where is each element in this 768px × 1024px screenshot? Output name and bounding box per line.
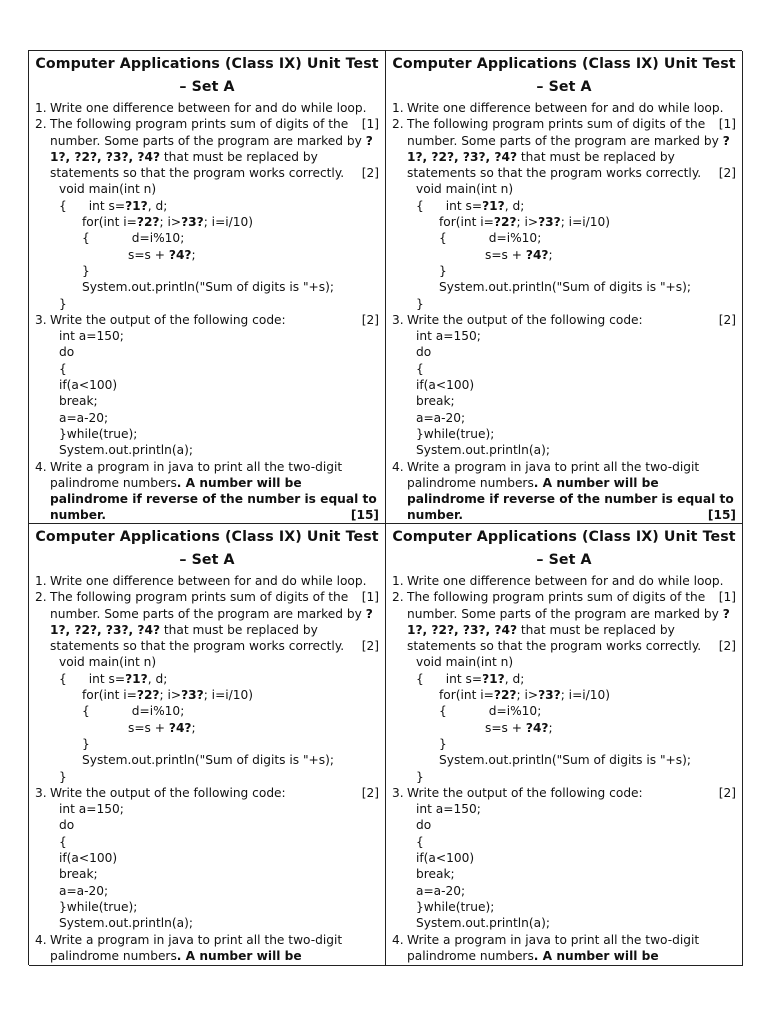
code-line: } bbox=[439, 263, 447, 278]
question-text-bold: . A number will be palindrome if reverse of the number is equal to number. bbox=[50, 475, 377, 523]
code-line: a=a-20; bbox=[416, 410, 466, 425]
code-line: void main(int n) bbox=[416, 182, 514, 197]
blank-markers: ?1?, ?2?, ?3?, ?4? bbox=[407, 133, 730, 164]
code-line: if(a<100) bbox=[59, 851, 118, 866]
question-text: Write one difference between for and do while loop. bbox=[407, 574, 724, 588]
code-line: void main(int n) bbox=[59, 182, 157, 197]
blank-markers: ?1?, ?2?, ?3?, ?4? bbox=[50, 606, 373, 637]
question-number: 4. bbox=[35, 459, 47, 474]
question-marks: [2] bbox=[361, 166, 379, 181]
question-number: 3. bbox=[35, 785, 47, 800]
blank-markers: ?1?, ?2?, ?3?, ?4? bbox=[50, 133, 373, 164]
question-text-bold: . A number will be bbox=[176, 948, 302, 963]
question-4 bbox=[392, 459, 736, 524]
question-text: The following program prints sum of digits of the number. Some parts of the program are marked by bbox=[407, 117, 723, 148]
code-line: if(a<100) bbox=[59, 378, 118, 393]
test-title bbox=[392, 53, 736, 99]
code-line: System.out.println("Sum of digits is "+s); bbox=[82, 753, 334, 768]
question-4 bbox=[35, 932, 379, 966]
code-line: { int s=?1?, d; bbox=[416, 671, 525, 686]
question-marks: [2] bbox=[718, 785, 736, 800]
blank-markers: ?1?, ?2?, ?3?, ?4? bbox=[407, 606, 730, 637]
question-marks: [15] bbox=[707, 508, 736, 523]
question-marks: [1] bbox=[718, 117, 736, 132]
code-line: for(int i=?2?; i>?3?; i=i/10) bbox=[439, 688, 611, 703]
question-2 bbox=[392, 116, 736, 312]
code-line: { bbox=[59, 361, 67, 376]
code-line: System.out.println(a); bbox=[59, 916, 193, 931]
question-text: Write a program in java to print all the two-digit palindrome numbers bbox=[50, 459, 343, 490]
question-text-cont: that must be replaced by statements so that the program works correctly. bbox=[407, 149, 702, 181]
question-2 bbox=[392, 589, 736, 785]
test-card bbox=[386, 51, 743, 524]
title-line-1: Computer Applications (Class IX) Unit Test bbox=[35, 56, 379, 72]
question-4 bbox=[35, 459, 379, 524]
question-3 bbox=[392, 785, 736, 932]
title-line-2: – Set A bbox=[536, 79, 592, 95]
question-1 bbox=[392, 573, 736, 605]
code-line: s=s + ?4?; bbox=[128, 720, 196, 735]
code-line: } bbox=[439, 736, 447, 751]
code-line: System.out.println(a); bbox=[59, 443, 193, 458]
title-line-1: Computer Applications (Class IX) Unit Test bbox=[35, 529, 379, 545]
question-number: 4. bbox=[392, 459, 404, 474]
code-line: } bbox=[82, 263, 90, 278]
code-line: } bbox=[416, 769, 424, 784]
question-text: Write the output of the following code: bbox=[50, 312, 286, 327]
question-marks: [2] bbox=[718, 312, 736, 327]
question-text: Write the output of the following code: bbox=[50, 785, 286, 800]
code-line: }while(true); bbox=[59, 426, 138, 441]
code-line: System.out.println("Sum of digits is "+s); bbox=[82, 280, 334, 295]
question-number: 1. bbox=[35, 574, 47, 588]
question-text: Write one difference between for and do while loop. bbox=[407, 101, 724, 115]
code-line: for(int i=?2?; i>?3?; i=i/10) bbox=[82, 215, 254, 230]
code-line: a=a-20; bbox=[59, 883, 109, 898]
question-text-bold: . A number will be palindrome if reverse of the number is equal to number. bbox=[407, 475, 734, 523]
test-title bbox=[35, 53, 379, 99]
code-line: if(a<100) bbox=[416, 851, 475, 866]
code-line: System.out.println("Sum of digits is "+s); bbox=[439, 280, 691, 295]
question-number: 4. bbox=[35, 932, 47, 947]
question-3 bbox=[35, 785, 379, 932]
question-text: Write one difference between for and do while loop. bbox=[50, 574, 367, 588]
question-marks: [2] bbox=[718, 166, 736, 181]
code-line: } bbox=[82, 736, 90, 751]
question-text-cont: that must be replaced by statements so that the program works correctly. bbox=[50, 149, 345, 181]
code-line: } bbox=[59, 296, 67, 311]
question-number: 3. bbox=[392, 785, 404, 800]
code-line: } bbox=[416, 296, 424, 311]
code-block bbox=[392, 328, 736, 458]
code-line: do bbox=[59, 345, 75, 360]
code-line: System.out.println(a); bbox=[416, 916, 550, 931]
code-line: s=s + ?4?; bbox=[485, 247, 553, 262]
code-line: { int s=?1?, d; bbox=[59, 671, 168, 686]
question-text: Write one difference between for and do while loop. bbox=[50, 101, 367, 115]
code-line: { d=i%10; bbox=[82, 704, 185, 719]
question-marks: [1] bbox=[718, 590, 736, 605]
code-line: { d=i%10; bbox=[439, 704, 542, 719]
title-line-2: – Set A bbox=[536, 552, 592, 568]
test-card bbox=[29, 524, 386, 966]
code-block bbox=[35, 328, 379, 458]
question-number: 2. bbox=[35, 590, 47, 605]
code-line: do bbox=[59, 818, 75, 833]
question-2 bbox=[35, 589, 379, 785]
question-number: 3. bbox=[392, 312, 404, 327]
code-line: break; bbox=[416, 394, 455, 409]
question-number: 2. bbox=[392, 590, 404, 605]
question-number: 1. bbox=[392, 574, 404, 588]
question-marks: [2] bbox=[361, 785, 379, 800]
code-line: System.out.println(a); bbox=[416, 443, 550, 458]
question-text: Write a program in java to print all the two-digit palindrome numbers bbox=[407, 459, 700, 490]
question-marks: [1] bbox=[361, 117, 379, 132]
question-number: 1. bbox=[35, 101, 47, 115]
code-line: void main(int n) bbox=[416, 655, 514, 670]
question-marks: [2] bbox=[361, 639, 379, 654]
code-line: } bbox=[59, 769, 67, 784]
question-number: 2. bbox=[35, 117, 47, 132]
question-1 bbox=[392, 100, 736, 132]
code-block bbox=[35, 654, 379, 784]
title-line-1: Computer Applications (Class IX) Unit Test bbox=[392, 56, 736, 72]
code-line: for(int i=?2?; i>?3?; i=i/10) bbox=[82, 688, 254, 703]
code-line: for(int i=?2?; i>?3?; i=i/10) bbox=[439, 215, 611, 230]
question-text: Write the output of the following code: bbox=[407, 312, 643, 327]
code-line: a=a-20; bbox=[59, 410, 109, 425]
code-block bbox=[35, 181, 379, 311]
title-line-2: – Set A bbox=[179, 552, 235, 568]
question-marks: [1] bbox=[361, 590, 379, 605]
question-3 bbox=[392, 312, 736, 459]
question-text-cont: that must be replaced by statements so that the program works correctly. bbox=[407, 622, 702, 654]
code-line: break; bbox=[416, 867, 455, 882]
code-line: int a=150; bbox=[416, 802, 481, 817]
code-line: { int s=?1?, d; bbox=[59, 198, 168, 213]
code-line: { d=i%10; bbox=[82, 231, 185, 246]
code-line: System.out.println("Sum of digits is "+s); bbox=[439, 753, 691, 768]
question-marks: [2] bbox=[718, 639, 736, 654]
code-line: }while(true); bbox=[416, 899, 495, 914]
code-line: { bbox=[416, 834, 424, 849]
question-text-bold: . A number will be bbox=[533, 948, 659, 963]
question-text: Write the output of the following code: bbox=[407, 785, 643, 800]
question-number: 3. bbox=[35, 312, 47, 327]
question-text: The following program prints sum of digits of the number. Some parts of the program are marked by bbox=[407, 590, 723, 621]
code-line: { bbox=[59, 834, 67, 849]
code-line: void main(int n) bbox=[59, 655, 157, 670]
test-title bbox=[35, 526, 379, 572]
code-block bbox=[392, 654, 736, 784]
code-line: do bbox=[416, 345, 432, 360]
question-1 bbox=[35, 100, 379, 132]
code-line: a=a-20; bbox=[416, 883, 466, 898]
question-text: The following program prints sum of digits of the number. Some parts of the program are marked by bbox=[50, 590, 366, 621]
code-line: break; bbox=[59, 867, 98, 882]
question-2 bbox=[35, 116, 379, 312]
question-3 bbox=[35, 312, 379, 459]
code-line: { d=i%10; bbox=[439, 231, 542, 246]
question-number: 2. bbox=[392, 117, 404, 132]
question-text: The following program prints sum of digits of the number. Some parts of the program are marked by bbox=[50, 117, 366, 148]
code-block bbox=[392, 181, 736, 311]
code-line: int a=150; bbox=[59, 802, 124, 817]
code-line: s=s + ?4?; bbox=[485, 720, 553, 735]
code-line: }while(true); bbox=[416, 426, 495, 441]
code-line: int a=150; bbox=[59, 329, 124, 344]
test-title bbox=[392, 526, 736, 572]
question-number: 1. bbox=[392, 101, 404, 115]
test-card bbox=[386, 524, 743, 966]
code-block bbox=[392, 801, 736, 931]
code-line: { bbox=[416, 361, 424, 376]
code-line: }while(true); bbox=[59, 899, 138, 914]
code-block bbox=[35, 801, 379, 931]
code-line: { int s=?1?, d; bbox=[416, 198, 525, 213]
question-1 bbox=[35, 573, 379, 605]
code-line: do bbox=[416, 818, 432, 833]
code-line: break; bbox=[59, 394, 98, 409]
title-line-1: Computer Applications (Class IX) Unit Test bbox=[392, 529, 736, 545]
test-card bbox=[29, 51, 386, 524]
code-line: s=s + ?4?; bbox=[128, 247, 196, 262]
question-marks: [15] bbox=[350, 508, 379, 523]
question-text-cont: that must be replaced by statements so that the program works correctly. bbox=[50, 622, 345, 654]
question-text: Write a program in java to print all the two-digit palindrome numbers bbox=[50, 932, 343, 963]
test-sheet bbox=[28, 50, 742, 965]
question-text: Write a program in java to print all the two-digit palindrome numbers bbox=[407, 932, 700, 963]
code-line: if(a<100) bbox=[416, 378, 475, 393]
question-marks: [2] bbox=[361, 312, 379, 327]
code-line: int a=150; bbox=[416, 329, 481, 344]
question-4 bbox=[392, 932, 736, 966]
title-line-2: – Set A bbox=[179, 79, 235, 95]
question-number: 4. bbox=[392, 932, 404, 947]
